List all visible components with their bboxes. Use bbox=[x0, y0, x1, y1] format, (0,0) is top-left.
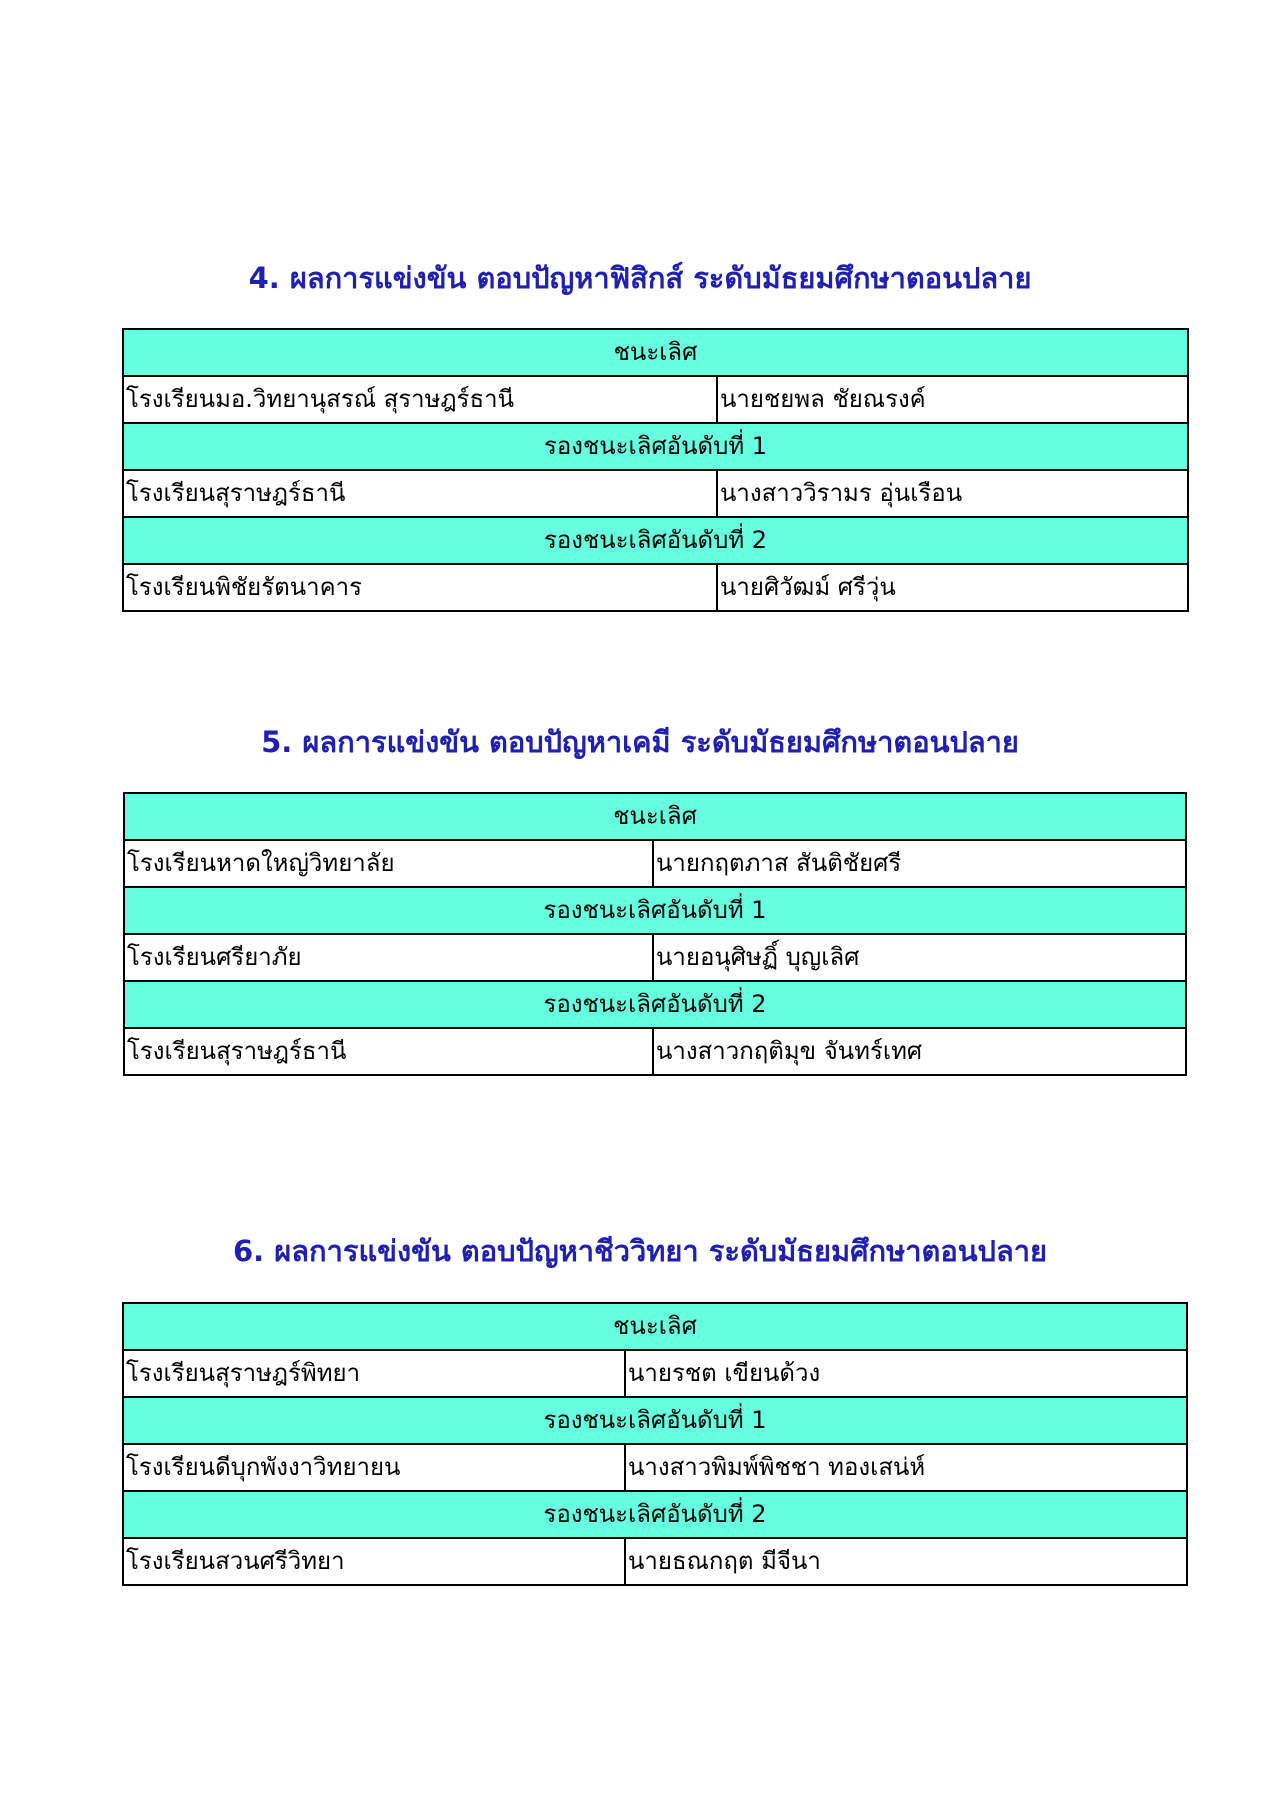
table-row bbox=[123, 423, 1188, 470]
section-title-biology: 6. ผลการแข่งขัน ตอบปัญหาชีววิทยา ระดับมัธยมศึกษาตอนปลาย bbox=[232, 1234, 1048, 1268]
school-cell: โรงเรียนมอ.วิทยานุสรณ์ สุราษฎร์ธานี bbox=[123, 376, 717, 423]
student-cell: นายอนุศิษฏิ์ บุญเลิศ bbox=[653, 934, 1186, 981]
section-title-chemistry: 5. ผลการแข่งขัน ตอบปัญหาเคมี ระดับมัธยมศึกษาตอนปลาย bbox=[261, 725, 1019, 759]
school-cell: โรงเรียนสวนศรีวิทยา bbox=[123, 1538, 625, 1585]
rank-header: ชนะเลิศ bbox=[124, 793, 1186, 840]
table-row bbox=[124, 981, 1186, 1028]
table-row bbox=[123, 1491, 1187, 1538]
school-cell: โรงเรียนศรียาภัย bbox=[124, 934, 653, 981]
student-cell: นายรชต เขียนด้วง bbox=[625, 1350, 1187, 1397]
student-cell: นายชยพล ชัยณรงค์ bbox=[717, 376, 1188, 423]
rank-header: รองชนะเลิศอันดับที่ 2 bbox=[123, 517, 1188, 564]
table-row bbox=[123, 564, 1188, 611]
student-cell: นางสาวพิมพ์พิชชา ทองเสน่ห์ bbox=[625, 1444, 1187, 1491]
table-row bbox=[123, 1303, 1187, 1350]
rank-header: รองชนะเลิศอันดับที่ 2 bbox=[123, 1491, 1187, 1538]
table-row bbox=[123, 329, 1188, 376]
school-cell: โรงเรียนพิชัยรัตนาคาร bbox=[123, 564, 717, 611]
rank-header: รองชนะเลิศอันดับที่ 1 bbox=[124, 887, 1186, 934]
rank-header: ชนะเลิศ bbox=[123, 1303, 1187, 1350]
student-cell: นางสาววิรามร อุ่นเรือน bbox=[717, 470, 1188, 517]
results-table-physics bbox=[122, 328, 1189, 612]
table-row bbox=[123, 517, 1188, 564]
rank-header: รองชนะเลิศอันดับที่ 1 bbox=[123, 423, 1188, 470]
school-cell: โรงเรียนหาดใหญ่วิทยาลัย bbox=[124, 840, 653, 887]
table-row bbox=[123, 1538, 1187, 1585]
table-row bbox=[123, 1350, 1187, 1397]
section-title-physics: 4. ผลการแข่งขัน ตอบปัญหาฟิสิกส์ ระดับมัธยมศึกษาตอนปลาย bbox=[248, 261, 1032, 295]
rank-header: รองชนะเลิศอันดับที่ 2 bbox=[124, 981, 1186, 1028]
table-row bbox=[124, 1028, 1186, 1075]
rank-header: ชนะเลิศ bbox=[123, 329, 1188, 376]
table-row bbox=[123, 1444, 1187, 1491]
rank-header: รองชนะเลิศอันดับที่ 1 bbox=[123, 1397, 1187, 1444]
table-row bbox=[123, 376, 1188, 423]
student-cell: นายกฤตภาส สันติชัยศรี bbox=[653, 840, 1186, 887]
table-row bbox=[123, 470, 1188, 517]
results-table-chemistry bbox=[123, 792, 1187, 1076]
school-cell: โรงเรียนสุราษฎร์ธานี bbox=[124, 1028, 653, 1075]
student-cell: นายศิวัฒม์ ศรีวุ่น bbox=[717, 564, 1188, 611]
school-cell: โรงเรียนสุราษฎร์ธานี bbox=[123, 470, 717, 517]
results-table-biology bbox=[122, 1302, 1188, 1586]
table-row bbox=[124, 934, 1186, 981]
table-row bbox=[124, 887, 1186, 934]
student-cell: นายธณกฤต มีจีนา bbox=[625, 1538, 1187, 1585]
school-cell: โรงเรียนดีบุกพังงาวิทยายน bbox=[123, 1444, 625, 1491]
student-cell: นางสาวกฤติมุข จันทร์เทศ bbox=[653, 1028, 1186, 1075]
table-row bbox=[124, 793, 1186, 840]
table-row bbox=[123, 1397, 1187, 1444]
table-row bbox=[124, 840, 1186, 887]
school-cell: โรงเรียนสุราษฎร์พิทยา bbox=[123, 1350, 625, 1397]
